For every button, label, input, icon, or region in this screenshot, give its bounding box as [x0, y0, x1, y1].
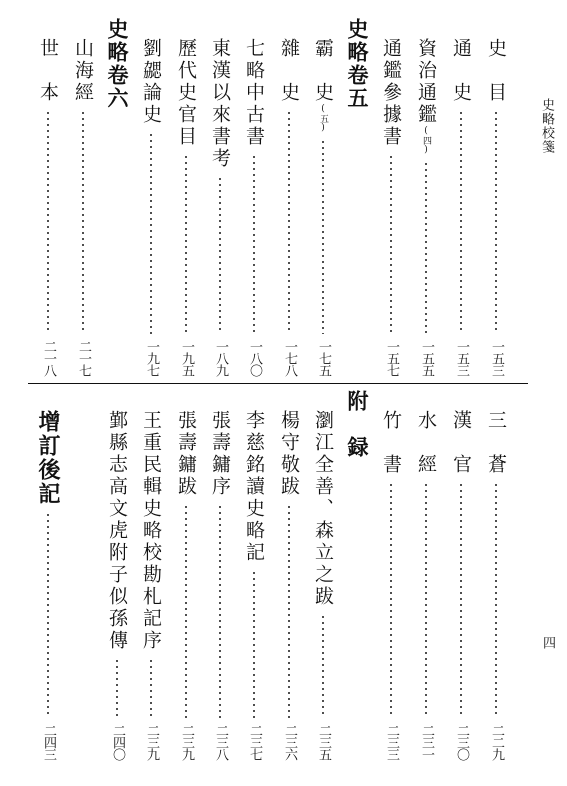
page-ref: 二四三	[41, 724, 56, 760]
page-ref: 二四〇	[110, 724, 125, 760]
toc-section-heading	[345, 390, 369, 459]
toc-entry	[105, 410, 129, 760]
page-ref: 一七五	[316, 340, 331, 376]
leader-dots	[219, 176, 221, 334]
leader-dots	[288, 504, 290, 718]
leader-dots	[425, 161, 427, 334]
page-ref: 一五三	[489, 340, 504, 376]
page-ref: 二三九	[144, 724, 159, 760]
divider-line	[28, 383, 528, 384]
entry-title: 水 經	[415, 410, 437, 476]
page-number: 四	[540, 636, 555, 649]
toc-entry	[311, 38, 335, 376]
leader-dots	[185, 154, 187, 334]
page-ref: 一五七	[384, 340, 399, 376]
entry-title: 七略中古書	[243, 38, 265, 148]
entry-title: 通 史	[450, 38, 472, 104]
toc-entry	[311, 410, 335, 760]
page-ref: 二一八	[41, 340, 56, 376]
leader-dots	[150, 132, 152, 334]
page-ref: 二三〇	[454, 724, 469, 760]
toc-entry	[36, 38, 60, 376]
leader-dots	[150, 658, 152, 718]
toc-entry	[449, 410, 473, 760]
entry-title: 歷代史官目	[175, 38, 197, 148]
toc-entry	[139, 410, 163, 760]
entry-title: 王重民輯史略校勘札記序	[140, 410, 162, 652]
page-ref: 二三七	[247, 724, 262, 760]
page-ref: 二三五	[316, 724, 331, 760]
toc-section-heading	[345, 18, 369, 110]
entry-title: 竹 書	[380, 410, 402, 476]
toc-entry	[208, 38, 232, 376]
leader-dots	[219, 504, 221, 718]
leader-dots	[116, 658, 118, 718]
toc-entry	[414, 410, 438, 760]
page-ref: 一八〇	[247, 340, 262, 376]
leader-dots	[495, 110, 497, 334]
entry-title: 世 本	[37, 38, 59, 104]
leader-dots	[495, 482, 497, 718]
entry-title: 李慈銘讀史略記	[243, 410, 265, 564]
entry-title: 雜 史	[278, 38, 300, 104]
page-ref: 一九七	[144, 340, 159, 376]
page-ref: 二三六	[282, 724, 297, 760]
page-ref: 一五三	[454, 340, 469, 376]
entry-title: 楊守敬跋	[278, 410, 300, 498]
leader-dots	[460, 482, 462, 718]
leader-dots	[460, 110, 462, 334]
page-ref: 二一七	[76, 340, 91, 376]
running-header: 史略校箋	[539, 98, 554, 154]
toc-entry	[449, 38, 473, 376]
toc-entry	[36, 410, 60, 760]
entry-title: 劉勰論史	[140, 38, 162, 126]
toc-entry	[484, 38, 508, 376]
toc-entry	[277, 38, 301, 376]
page-ref: 一九五	[179, 340, 194, 376]
entry-volume-marker: (四)	[421, 126, 431, 155]
entry-title: 通鑑參據書	[380, 38, 402, 148]
leader-dots	[288, 110, 290, 334]
leader-dots	[253, 570, 255, 718]
entry-title: 張壽鏞跋	[175, 410, 197, 498]
toc-entry	[379, 38, 403, 376]
section-title: 增訂後記	[35, 410, 61, 506]
leader-dots	[47, 512, 49, 718]
page-ref: 二二九	[489, 724, 504, 760]
leader-dots	[253, 154, 255, 334]
leader-dots	[322, 614, 324, 718]
toc-entry	[174, 410, 198, 760]
toc-entry	[277, 410, 301, 760]
page-ref: 二三九	[179, 724, 194, 760]
entry-title: 三 蒼	[485, 410, 507, 476]
entry-title: 鄞縣志高文虎附子似孫傳	[106, 410, 128, 652]
entry-volume-marker: (五)	[318, 104, 328, 133]
entry-title: 資治通鑑(四)	[415, 38, 437, 155]
entry-title: 霸 史(五)	[312, 38, 334, 133]
section-title: 史略卷六	[105, 18, 130, 110]
toc-entry	[174, 38, 198, 376]
toc-entry	[71, 38, 95, 376]
page-ref: 二三八	[213, 724, 228, 760]
entry-title: 山海經	[72, 38, 94, 104]
entry-title: 瀏江全善、森立之跋	[312, 410, 334, 608]
toc-entry	[484, 410, 508, 760]
toc-entry	[208, 410, 232, 760]
leader-dots	[425, 482, 427, 718]
toc-entry	[379, 410, 403, 760]
toc-entry	[414, 38, 438, 376]
leader-dots	[82, 110, 84, 334]
toc-section-heading	[105, 18, 129, 110]
leader-dots	[390, 482, 392, 718]
section-title: 附 録	[345, 390, 370, 459]
page-ref: 一七八	[282, 340, 297, 376]
page-ref: 二三三	[384, 724, 399, 760]
page-ref: 一八九	[213, 340, 228, 376]
entry-title: 東漢以來書考	[209, 38, 231, 170]
leader-dots	[185, 504, 187, 718]
toc-entry	[139, 38, 163, 376]
entry-title: 漢 官	[450, 410, 472, 476]
toc-entry	[242, 38, 266, 376]
toc-entry	[242, 410, 266, 760]
entry-title: 史 目	[485, 38, 507, 104]
entry-title: 張壽鏞序	[209, 410, 231, 498]
leader-dots	[390, 154, 392, 334]
page-ref: 一五五	[419, 340, 434, 376]
leader-dots	[47, 110, 49, 334]
leader-dots	[322, 139, 324, 334]
page-ref: 二三一	[419, 724, 434, 760]
section-title: 史略卷五	[345, 18, 370, 110]
